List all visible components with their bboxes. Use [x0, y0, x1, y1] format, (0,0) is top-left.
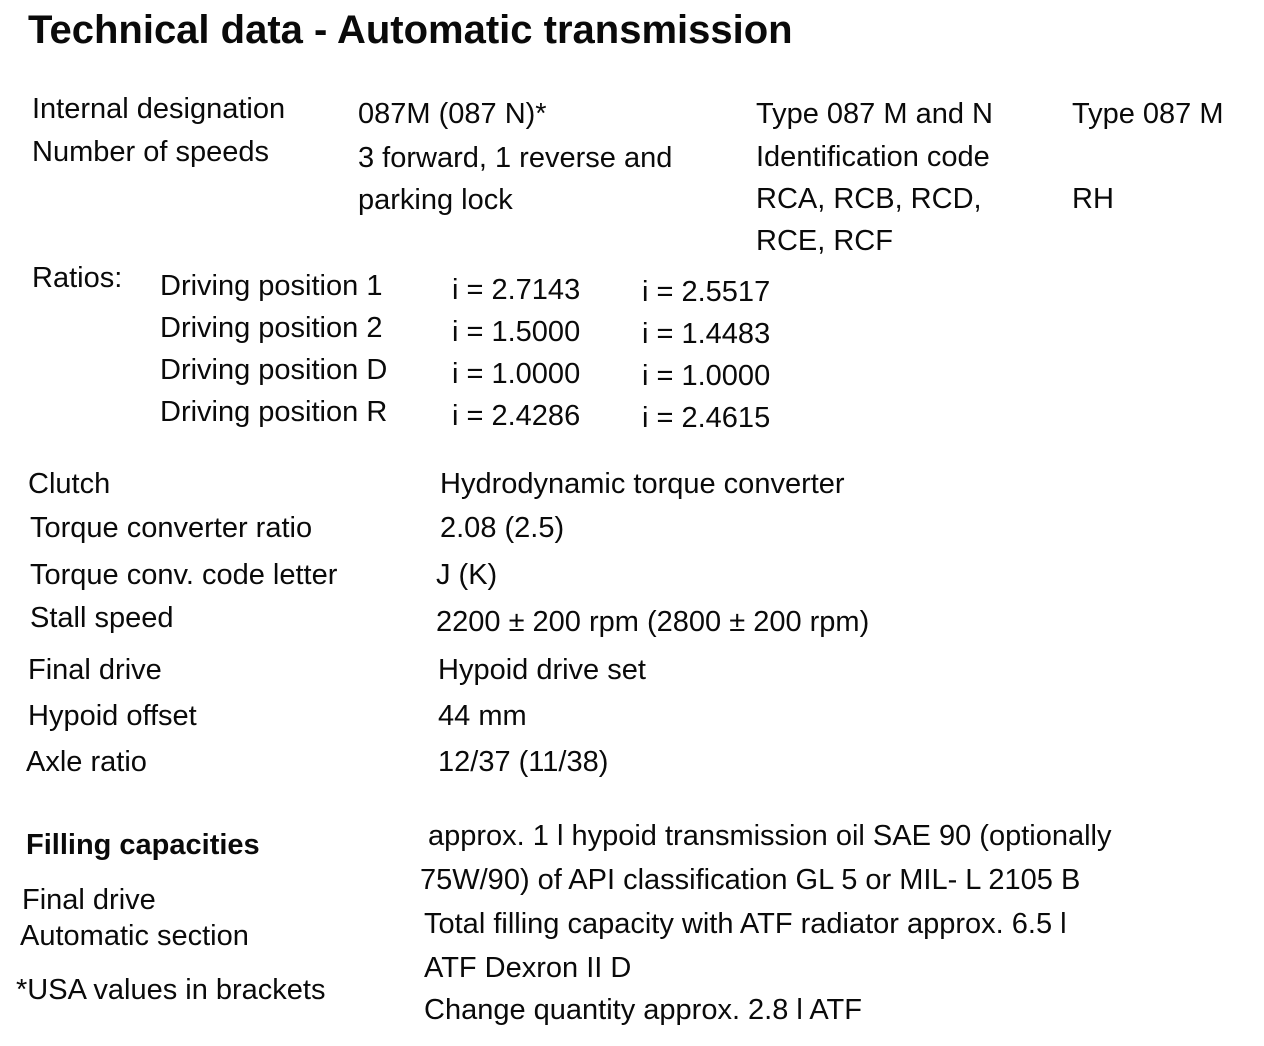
- filling-line: ATF Dexron II D: [424, 952, 632, 984]
- spec-label: Hypoid offset: [28, 700, 197, 732]
- ratio-position: Driving position R: [160, 396, 388, 428]
- column-header-type-mn: Type 087 M and N: [756, 98, 993, 130]
- number-of-speeds-label: Number of speeds: [32, 136, 269, 168]
- internal-designation-value: 087M (087 N)*: [358, 98, 547, 130]
- ratios-label: Ratios:: [32, 262, 123, 294]
- filling-capacities-heading: Filling capacities: [26, 829, 260, 861]
- internal-designation-label: Internal designation: [32, 93, 286, 125]
- speeds-value-line1: 3 forward, 1 reverse and: [358, 142, 673, 174]
- spec-value: Hypoid drive set: [438, 654, 646, 686]
- final-drive-label: Final drive: [22, 884, 156, 916]
- codes-mn-line1: RCA, RCB, RCD,: [756, 183, 982, 215]
- ratio-position: Driving position D: [160, 354, 388, 386]
- spec-value: J (K): [436, 559, 498, 591]
- codes-mn-line2: RCE, RCF: [756, 225, 893, 257]
- ratio-value-m: i = 2.5517: [642, 276, 771, 308]
- ratio-value-m: i = 1.0000: [642, 360, 771, 392]
- ratio-value-mn: i = 2.4286: [452, 400, 581, 432]
- filling-line: approx. 1 l hypoid transmission oil SAE 90 (optionally: [428, 820, 1112, 852]
- speeds-value-line2: parking lock: [358, 184, 513, 216]
- spec-value: Hydrodynamic torque converter: [440, 468, 845, 500]
- spec-label: Axle ratio: [26, 746, 147, 778]
- footnote: *USA values in brackets: [16, 974, 326, 1006]
- ratio-value-m: i = 2.4615: [642, 402, 771, 434]
- spec-value: 2200 ± 200 rpm (2800 ± 200 rpm): [436, 606, 870, 638]
- ratio-value-mn: i = 1.5000: [452, 316, 581, 348]
- spec-label: Final drive: [28, 654, 162, 686]
- ratio-value-m: i = 1.4483: [642, 318, 771, 350]
- spec-label: Clutch: [28, 468, 111, 500]
- page-title: Technical data - Automatic transmission: [28, 8, 793, 52]
- ratio-value-mn: i = 1.0000: [452, 358, 581, 390]
- identification-code-label: Identification code: [756, 141, 990, 173]
- filling-line: Change quantity approx. 2.8 l ATF: [424, 994, 862, 1026]
- column-header-type-m: Type 087 M: [1072, 98, 1224, 130]
- ratio-value-mn: i = 2.7143: [452, 274, 581, 306]
- filling-line: Total filling capacity with ATF radiator approx. 6.5 l: [424, 908, 1067, 940]
- spec-value: 12/37 (11/38): [438, 746, 609, 778]
- spec-label: Torque converter ratio: [30, 512, 313, 544]
- filling-line: 75W/90) of API classification GL 5 or MIL- L 2105 B: [420, 864, 1081, 896]
- spec-value: 44 mm: [438, 700, 527, 732]
- ratio-position: Driving position 1: [160, 270, 383, 302]
- ratio-position: Driving position 2: [160, 312, 383, 344]
- codes-m: RH: [1072, 183, 1114, 215]
- spec-value: 2.08 (2.5): [440, 512, 565, 544]
- automatic-section-label: Automatic section: [20, 920, 249, 952]
- spec-label: Torque conv. code letter: [30, 559, 338, 591]
- spec-label: Stall speed: [30, 602, 174, 634]
